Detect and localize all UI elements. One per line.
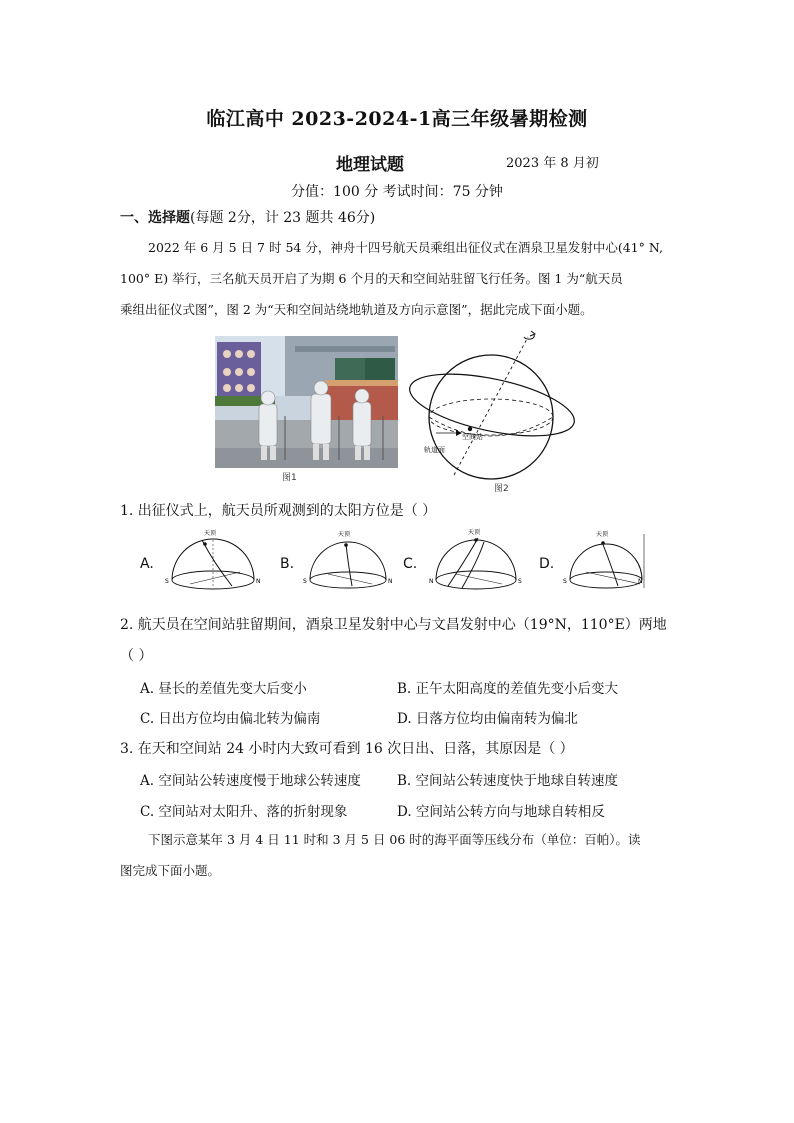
q1-option-b-diagram[interactable] [302, 528, 394, 590]
figure-2-caption: 图2 [494, 484, 509, 494]
q1-a-right-dir: N [256, 578, 261, 585]
exam-title: 临江高中 2023-2024-1高三年级暑期检测 [206, 108, 588, 130]
q1-c-left-dir: N [429, 578, 434, 585]
q1-b-right-dir: N [388, 578, 393, 585]
q3-option-c[interactable]: C. 空间站对太阳升、落的折射现象 [140, 804, 348, 820]
score-and-time: 分值：100 分 考试时间：75 分钟 [291, 184, 503, 200]
next-intro-line-1: 下图示意某年 3 月 4 日 11 时和 3 月 5 日 06 时的海平面等压线分布（单位：百帕）。读 [148, 832, 641, 847]
figure-1-caption: 图1 [282, 473, 297, 483]
q1-c-right-dir: S [518, 578, 522, 585]
q1-option-a-letter: A. [140, 556, 154, 572]
figure-1-photo [215, 336, 398, 468]
q1-option-b-letter: B. [280, 556, 295, 572]
space-station-label: 空间站 [462, 433, 483, 441]
q2-option-c[interactable]: C. 日出方位均由偏北转为偏南 [140, 711, 321, 727]
question-2-stem: 2. 航天员在空间站驻留期间，酒泉卫星发射中心与文昌发射中心（19°N，110°E）两地 [120, 617, 667, 633]
q1-c-zenith: 天顶 [468, 529, 481, 536]
orbit-plane-label: 轨道面 [424, 446, 445, 454]
q1-a-zenith: 天顶 [204, 530, 217, 537]
section-heading [120, 207, 375, 227]
intro-line-3: 乘组出征仪式图”，图 2 为“天和空间站绕地轨道及方向示意图”，据此完成下面小题。 [120, 302, 593, 317]
q1-b-zenith: 天顶 [338, 531, 351, 538]
next-intro-line-2: 图完成下面小题。 [120, 863, 221, 878]
q1-d-left-dir: S [563, 578, 567, 585]
q1-d-zenith: 天顶 [596, 531, 609, 538]
intro-line-2: 100° E) 举行，三名航天员开启了为期 6 个月的天和空间站驻留飞行任务。图 1 为“航天员 [120, 271, 623, 286]
q2-option-d[interactable]: D. 日落方位均由偏南转为偏北 [397, 711, 578, 727]
q3-option-b[interactable]: B. 空间站公转速度快于地球自转速度 [397, 773, 619, 789]
q1-b-left-dir: S [303, 578, 307, 585]
question-1-stem: 1. 出征仪式上，航天员所观测到的太阳方位是（ ） [120, 503, 437, 519]
subject-title: 地理试题 [336, 155, 404, 175]
section-label: 一、选择题 [120, 210, 190, 226]
q1-option-a-diagram[interactable] [162, 528, 264, 590]
q1-option-c-letter: C. [403, 556, 418, 572]
section-note: (每题 2分，计 23 题共 46分) [190, 210, 376, 226]
q1-d-right-dir: N [638, 578, 643, 585]
question-2-paren: （ ） [120, 648, 153, 664]
q1-option-c-diagram[interactable] [428, 526, 524, 590]
q1-a-left-dir: S [165, 578, 169, 585]
question-3-stem: 3. 在天和空间站 24 小时内大致可看到 16 次日出、日落，其原因是（ ） [120, 741, 574, 757]
intro-line-1: 2022 年 6 月 5 日 7 时 54 分，神舟十四号航天员乘组出征仪式在酒泉卫星发射中心(41° N, [148, 240, 663, 255]
q3-option-a[interactable]: A. 空间站公转速度慢于地球公转速度 [140, 773, 361, 789]
exam-date: 2023 年 8 月初 [506, 156, 599, 171]
q1-option-d-letter: D. [539, 556, 555, 572]
figure-2-diagram [404, 325, 584, 481]
q1-option-d-diagram[interactable] [562, 528, 648, 590]
q2-option-b[interactable]: B. 正午太阳高度的差值先变小后变大 [397, 681, 619, 697]
q3-option-d[interactable]: D. 空间站公转方向与地球自转相反 [397, 804, 605, 820]
q2-option-a[interactable]: A. 昼长的差值先变大后变小 [140, 681, 307, 697]
